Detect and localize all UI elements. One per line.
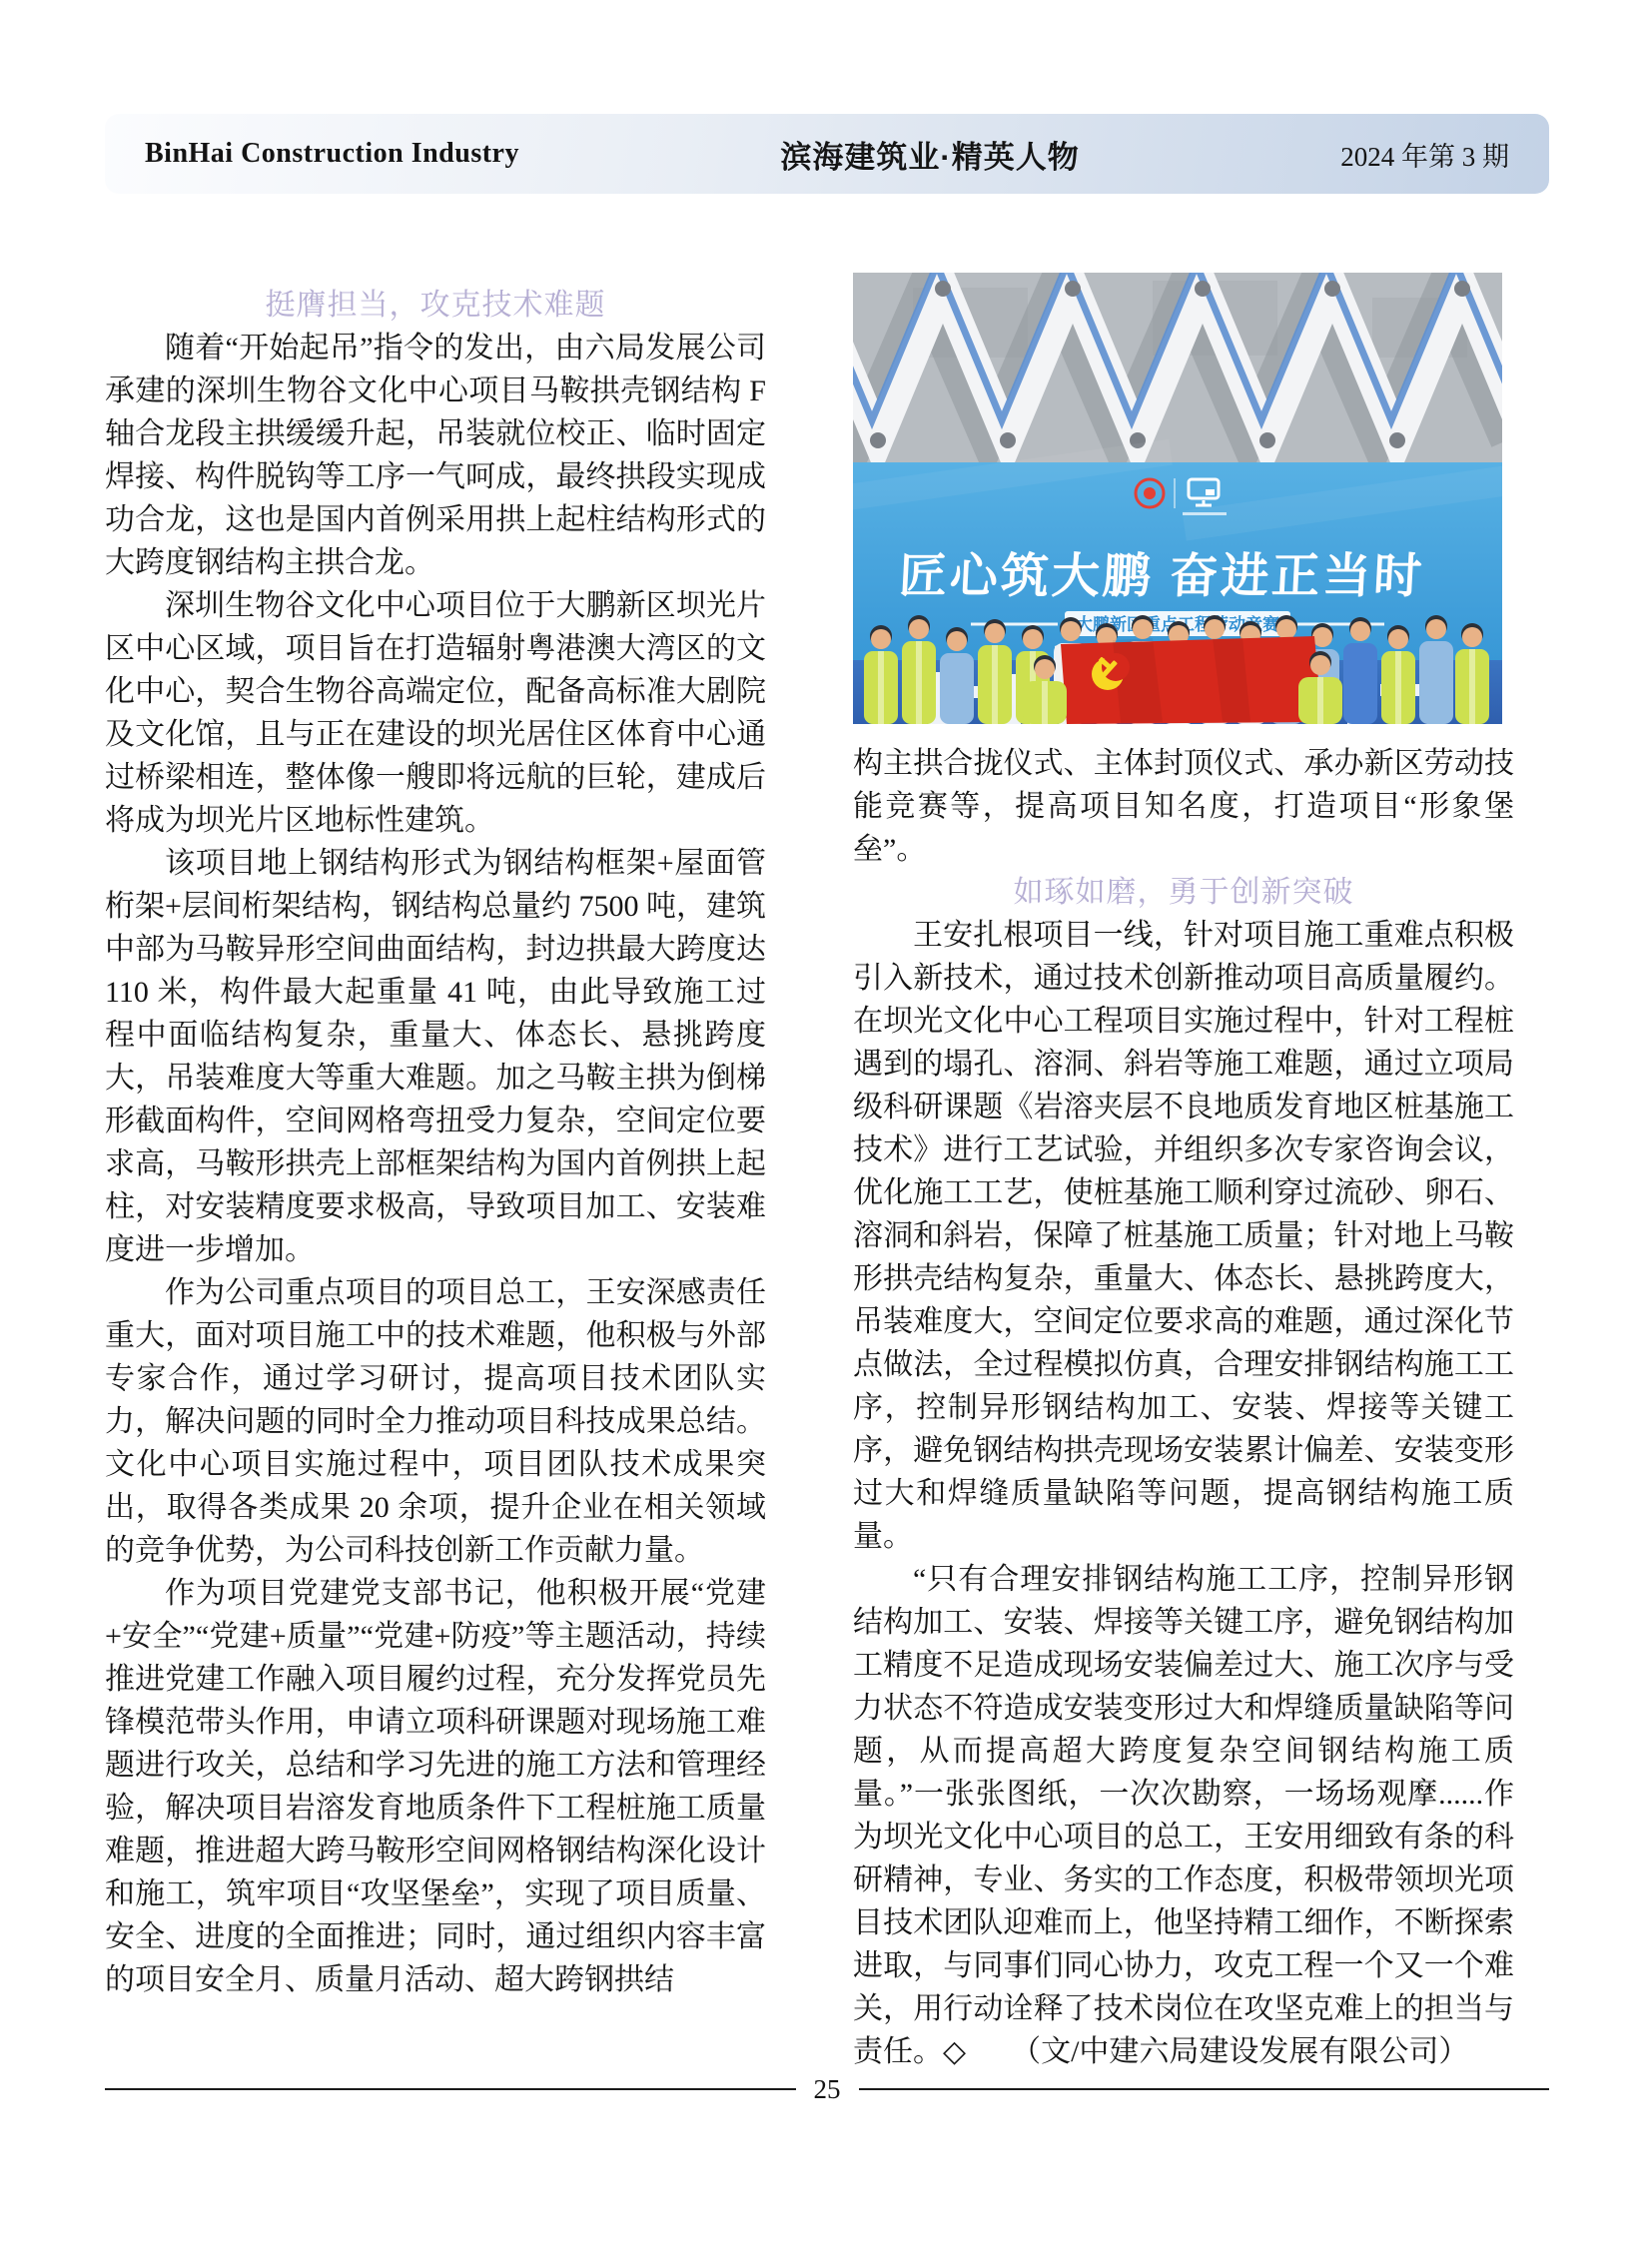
paragraph: 构主拱合拢仪式、主体封顶仪式、承办新区劳动技能竞赛等，提高项目知名度，打造项目“形象堡垒”。 [853,747,1514,866]
paragraph: 王安扎根项目一线，针对项目施工重难点积极引入新技术，通过技术创新推动项目高质量履约。在坝光文化中心工程项目实施过程中，针对工程桩遇到的塌孔、溶洞、斜岩等施工难题，通过立项局级科研课题《岩溶夹层不良地质发育地区桩基施工技术》进行工艺试验，并组织多次专家咨询会议，优化施工工艺，使桩基施工顺利穿过流砂、卵石、溶洞和斜岩，保障了桩基施工质量；针对地上马鞍形拱壳结构复杂，重量大、体态长、悬挑跨度大，吊装难度大，空间定位要求高的难题，通过深化节点做法，全过程模拟仿真，合理安排钢结构施工工序，控制异形钢结构加工、安装、焊接等关键工序，避免钢结构拱壳现场安装累计偏差、安装变形过大和焊缝质量缺陷等问题，提高钢结构施工质量。 [853,919,1514,1553]
issue-info: 2024 年第 3 期 [1340,141,1509,172]
footer-rule-right [859,2088,1550,2090]
section-heading-2: 如琢如磨，勇于创新突破 [1013,876,1354,909]
paragraph: 该项目地上钢结构形式为钢结构框架+屋面管桁架+层间桁架结构，钢结构总量约 7500 吨，建筑中部为马鞍异形空间曲面结构，封边拱最大跨度达 110 米，构件最大起重量 41 吨，由此导致施工过程中面临结构复杂，重量大、体态长、悬挑跨度大，吊装难度大等重大难题。加之马鞍主拱为倒梯形截面构件，空间网格弯扭受力复杂，空间定位要求高，马鞍形拱壳上部框架结构为国内首例拱上起柱，对安装精度要求极高，导致项目加工、安装难度进一步增加。 [105,847,766,1266]
paragraph: 作为公司重点项目的项目总工，王安深感责任重大，面对项目施工中的技术难题，他积极与外部专家合作，通过学习研讨，提高项目技术团队实力，解决问题的同时全力推动项目科技成果总结。文化中心项目实施过程中，项目团队技术成果突出，取得各类成果 20 余项，提升企业在相关领域的竞争优势，为公司科技创新工作贡献力量。 [105,1276,766,1567]
paragraph: 随着“开始起吊”指令的发出，由六局发展公司承建的深圳生物谷文化中心项目马鞍拱壳钢结构 F 轴合龙段主拱缓缓升起，吊装就位校正、临时固定焊接、构件脱钩等工序一气呵成，最终拱段实现成功合龙，这也是国内首例采用拱上起柱结构形式的大跨度钢结构主拱合龙。 [105,332,766,579]
paragraph: 深圳生物谷文化中心项目位于大鹏新区坝光片区中心区域，项目旨在打造辐射粤港澳大湾区的文化中心，契合生物谷高端定位，配备高标准大剧院及文化馆，且与正在建设的坝光居住区体育中心通过桥梁相连，整体像一艘即将远航的巨轮，建成后将成为坝光片区地标性建筑。 [105,589,766,837]
page-number: 25 [813,2074,841,2104]
journal-section-title: 滨海建筑业·精英人物 [780,139,1080,175]
section-heading-1: 挺膺担当，攻克技术难题 [265,289,606,322]
journal-name-en: BinHai Construction Industry [145,138,519,169]
lattice-roof-structure [853,273,1502,462]
paragraph: “只有合理安排钢结构施工工序，控制异形钢结构加工、安装、焊接等关键工序，避免钢结构加工精度不足造成现场安装偏差过大、施工次序与受力状态不符造成安装变形过大和焊缝质量缺陷等问题，从而提高超大跨度复杂空间钢结构施工质量。”一张张图纸，一次次勘察，一场场观摩......作为坝光文化中心项目的总工，王安用细致有条的科研精神，专业、务实的工作态度，积极带领坝光项目技术团队迎难而上，他坚持精工细作，不断探索进取，与同事们同心协力，攻克工程一个又一个难关，用行动诠释了技术岗位在攻坚克难上的担当与责任。◇ （文/中建六局建设发展有限公司） [853,1563,1514,2068]
page-header [105,114,1549,194]
party-flag [1055,636,1322,724]
paragraph: 作为项目党建党支部书记，他积极开展“党建+安全”“党建+质量”“党建+防疫”等主题活动，持续推进党建工作融入项目履约过程，充分发挥党员先锋模范带头作用，申请立项科研课题对现场施工难题进行攻关，总结和学习先进的施工方法和管理经验，解决项目岩溶发育地质条件下工程桩施工质量难题，推进超大跨马鞍形空间网格钢结构深化设计和施工，筑牢项目“攻坚堡垒”，实现了项目质量、安全、进度的全面推进；同时，通过组织内容丰富的项目安全月、质量月活动、超大跨钢拱结 [105,1577,766,1996]
left-column [105,284,766,2001]
page-footer [105,2073,1549,2105]
photo-banner-title: 匠心筑大鹏 奋进正当时 [897,550,1426,603]
project-photo [853,273,1502,724]
right-column [853,273,1514,2073]
footer-rule-left [105,2088,796,2090]
